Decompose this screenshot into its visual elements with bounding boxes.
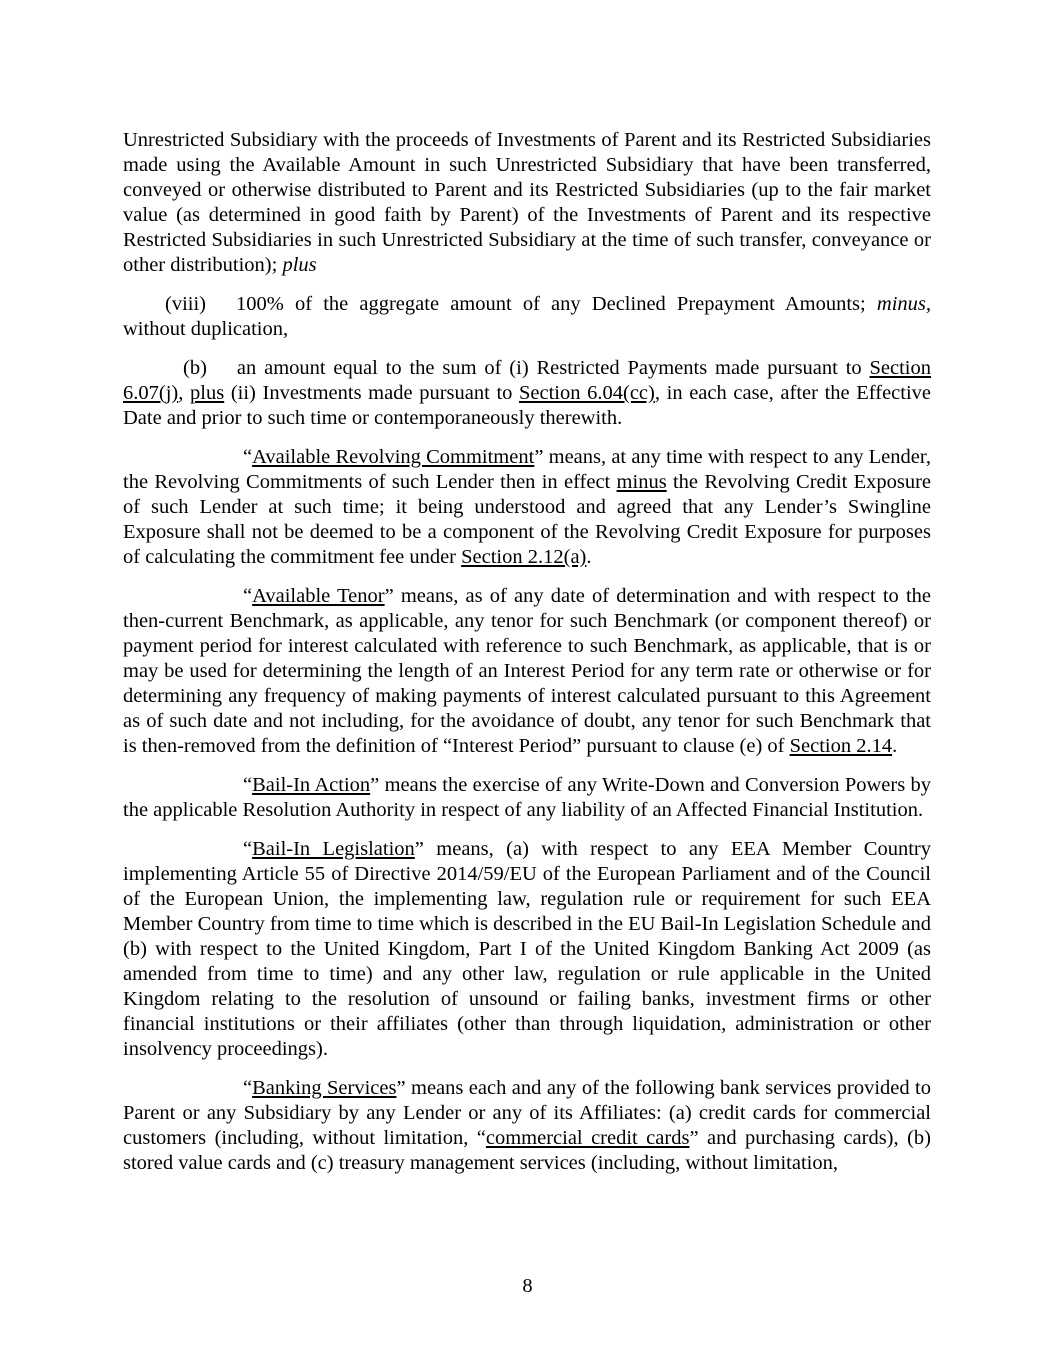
paragraph-def-bail-in-legislation: “Bail-In Legislation” means, (a) with respect to any EEA Member Country implementing Article 55 of Directive 2014/59/EU of the European Parliament and of the Council of the European Union, the implementing law, regulation rule or requirement for such EEA Member Country from time to time which is described in the EU Bail-In Legislation Schedule and (b) with respect to the United Kingdom, Part I of the United Kingdom Banking Act 2009 (as amended from time to time) and any other law, regulation or rule applicable in the United Kingdom relating to the resolution of unsound or failing banks, investment firms or other financial institutions or their affiliates (other than through liquidation, administration or other insolvency proceedings). bbox=[123, 838, 932, 1060]
paragraph-clause-continuation: Unrestricted Subsidiary with the proceeds of Investments of Parent and its Restricted Subsidiaries made using the Available Amount in such Unrestricted Subsidiary that have been transferred, conveyed or otherwise distributed to Parent and its Restricted Subsidiaries (up to the fair market value (as determined in good faith by Parent) of the Investments of Parent and its respective Restricted Subsidiaries in such Unrestricted Subsidiary at the time of such transfer, conveyance or other distribution); plus bbox=[123, 129, 931, 276]
paragraph-def-available-revolving-commitment: “Available Revolving Commitment” means, at any time with respect to any Lender, the Revolving Commitments of such Lender then in effect minus the Revolving Credit Exposure of such Lender at such time; it being understood and agreed that any Lender’s Swingline Exposure shall not be deemed to be a component of the Revolving Credit Exposure for purposes of calculating the commitment fee under Section 2.12(a). bbox=[123, 446, 932, 568]
paragraph-clause-b: (b) an amount equal to the sum of (i) Restricted Payments made pursuant to Section 6.07(j), plus (ii) Investments made pursuant to Section 6.04(cc), in each case, after the Effective Date and prior to such time or contemporaneously therewith. bbox=[123, 357, 932, 429]
paragraph-def-available-tenor: “Available Tenor” means, as of any date of determination and with respect to the then-current Benchmark, as applicable, any tenor for such Benchmark (or component thereof) or payment period for interest calculated with reference to such Benchmark, as applicable, that is or may be used for determining the length of an Interest Period for any term rate or otherwise or for determining any frequency of making payments of interest calculated pursuant to this Agreement as of such date and not including, for the avoidance of doubt, any tenor for such Benchmark that is then-removed from the definition of “Interest Period” pursuant to clause (e) of Section 2.14. bbox=[123, 585, 932, 757]
paragraph-def-banking-services: “Banking Services” means each and any of the following bank services provided to Parent or any Subsidiary by any Lender or any of its Affiliates: (a) credit cards for commercial customers (including, without limitation, “commercial credit cards” and purchasing cards), (b) stored value cards and (c) treasury management services (including, without limitation, bbox=[123, 1077, 931, 1174]
page-number: 8 bbox=[522, 1275, 533, 1297]
paragraph-clause-viii: (viii) 100% of the aggregate amount of any Declined Prepayment Amounts; minus, without duplication, bbox=[123, 293, 931, 340]
paragraph-def-bail-in-action: “Bail-In Action” means the exercise of any Write-Down and Conversion Powers by the applicable Resolution Authority in respect of any liability of an Affected Financial Institution. bbox=[123, 774, 931, 821]
